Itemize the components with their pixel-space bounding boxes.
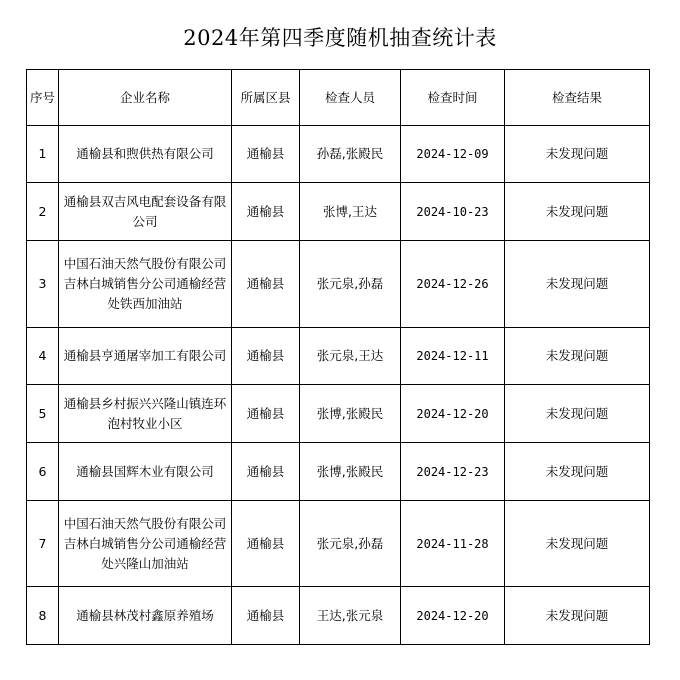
header-company: 企业名称 (59, 70, 232, 126)
cell-county: 通榆县 (232, 443, 300, 501)
header-date: 检查时间 (401, 70, 505, 126)
page-title: 2024年第四季度随机抽查统计表 (183, 26, 497, 50)
table-row (27, 126, 650, 183)
cell-county: 通榆县 (232, 126, 300, 183)
header-seq: 序号 (27, 70, 59, 126)
cell-county: 通榆县 (232, 385, 300, 443)
cell-seq: 1 (27, 126, 59, 183)
cell-company: 中国石油天然气股份有限公司吉林白城销售分公司通榆经营处兴隆山加油站 (59, 501, 232, 587)
table-row (27, 443, 650, 501)
cell-company: 中国石油天然气股份有限公司吉林白城销售分公司通榆经营处铁西加油站 (59, 241, 232, 328)
cell-date: 2024-12-20 (401, 385, 505, 443)
cell-result: 未发现问题 (505, 587, 650, 645)
cell-seq: 5 (27, 385, 59, 443)
cell-seq: 8 (27, 587, 59, 645)
cell-seq: 2 (27, 183, 59, 241)
cell-result: 未发现问题 (505, 385, 650, 443)
cell-company: 通榆县和煦供热有限公司 (59, 126, 232, 183)
table-row (27, 385, 650, 443)
table-header-row (27, 70, 650, 126)
cell-date: 2024-12-11 (401, 328, 505, 385)
table-row (27, 241, 650, 328)
cell-seq: 6 (27, 443, 59, 501)
cell-date: 2024-12-20 (401, 587, 505, 645)
cell-date: 2024-10-23 (401, 183, 505, 241)
cell-date: 2024-12-09 (401, 126, 505, 183)
table-row (27, 501, 650, 587)
cell-county: 通榆县 (232, 328, 300, 385)
cell-company: 通榆县国辉木业有限公司 (59, 443, 232, 501)
cell-inspectors: 张元泉,孙磊 (300, 241, 401, 328)
cell-seq: 3 (27, 241, 59, 328)
cell-company: 通榆县林茂村鑫原养殖场 (59, 587, 232, 645)
cell-result: 未发现问题 (505, 501, 650, 587)
cell-company: 通榆县双吉风电配套设备有限公司 (59, 183, 232, 241)
cell-date: 2024-11-28 (401, 501, 505, 587)
cell-result: 未发现问题 (505, 183, 650, 241)
cell-county: 通榆县 (232, 587, 300, 645)
table-row (27, 183, 650, 241)
cell-inspectors: 张元泉,王达 (300, 328, 401, 385)
cell-inspectors: 王达,张元泉 (300, 587, 401, 645)
cell-inspectors: 张博,王达 (300, 183, 401, 241)
cell-date: 2024-12-26 (401, 241, 505, 328)
cell-county: 通榆县 (232, 241, 300, 328)
cell-result: 未发现问题 (505, 443, 650, 501)
cell-inspectors: 张元泉,孙磊 (300, 501, 401, 587)
table-row (27, 587, 650, 645)
cell-result: 未发现问题 (505, 241, 650, 328)
cell-date: 2024-12-23 (401, 443, 505, 501)
cell-seq: 7 (27, 501, 59, 587)
cell-inspectors: 张博,张殿民 (300, 443, 401, 501)
inspection-table (26, 69, 650, 645)
cell-county: 通榆县 (232, 501, 300, 587)
cell-seq: 4 (27, 328, 59, 385)
cell-county: 通榆县 (232, 183, 300, 241)
cell-company: 通榆县乡村振兴兴隆山镇连环泡村牧业小区 (59, 385, 232, 443)
cell-result: 未发现问题 (505, 126, 650, 183)
cell-company: 通榆县亨通屠宰加工有限公司 (59, 328, 232, 385)
cell-inspectors: 张博,张殿民 (300, 385, 401, 443)
header-inspectors: 检查人员 (300, 70, 401, 126)
table-row (27, 328, 650, 385)
header-result: 检查结果 (505, 70, 650, 126)
cell-result: 未发现问题 (505, 328, 650, 385)
cell-inspectors: 孙磊,张殿民 (300, 126, 401, 183)
header-county: 所属区县 (232, 70, 300, 126)
